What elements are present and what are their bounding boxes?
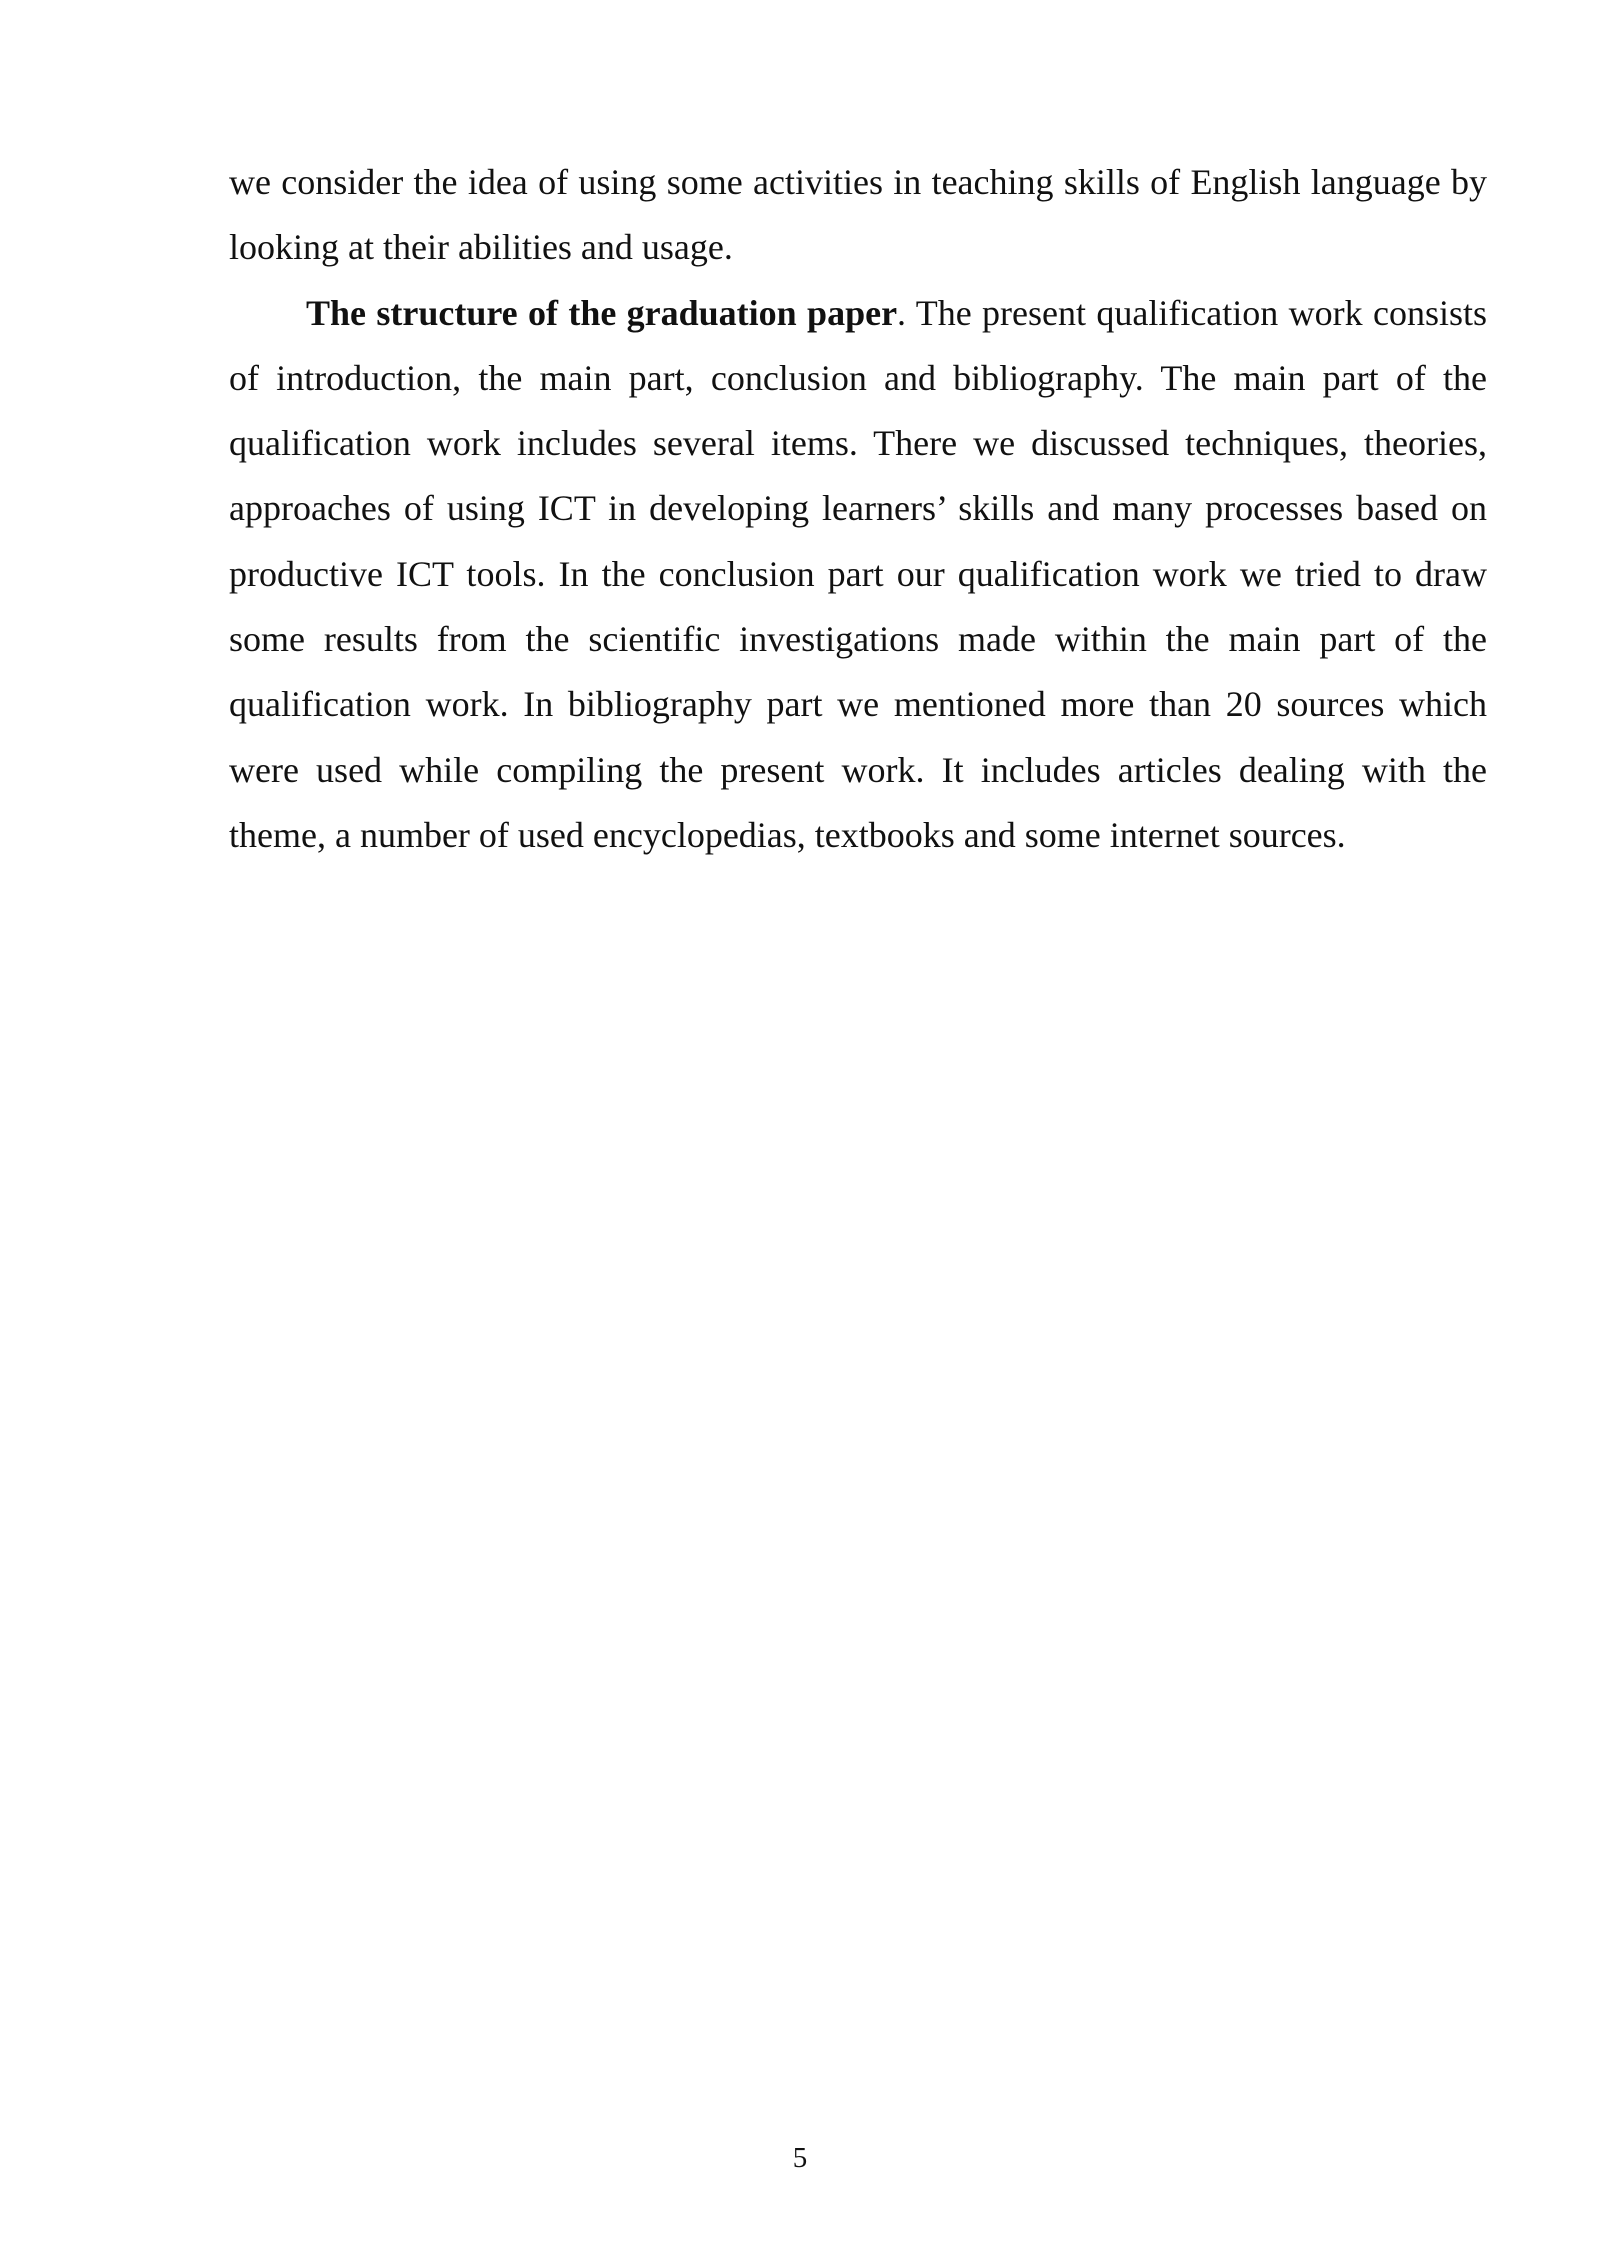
paragraph-2 [229, 281, 1487, 869]
paragraph-2-body: . The present qualification work consists of introduction, the main part, conclusion and bibliography. The main part of the qualification work includes several items. There we discussed techniques, theories, approaches of using ICT in developing learners’ skills and many processes based on productive ICT tools. In the conclusion part our qualification work we tried to draw some results from the scientific investigations made within the main part of the qualification work. In bibliography part we mentioned more than 20 sources which were used while compiling the present work. It includes articles dealing with the theme, a number of used encyclopedias, textbooks and some internet sources. [229, 292, 1487, 855]
page-number: 5 [792, 2142, 808, 2174]
body-text [229, 150, 1487, 868]
structure-heading-lead: The structure of the graduation paper [306, 292, 898, 333]
paragraph-1: we consider the idea of using some activities in teaching skills of English language by looking at their abilities and usage. [229, 162, 1487, 268]
